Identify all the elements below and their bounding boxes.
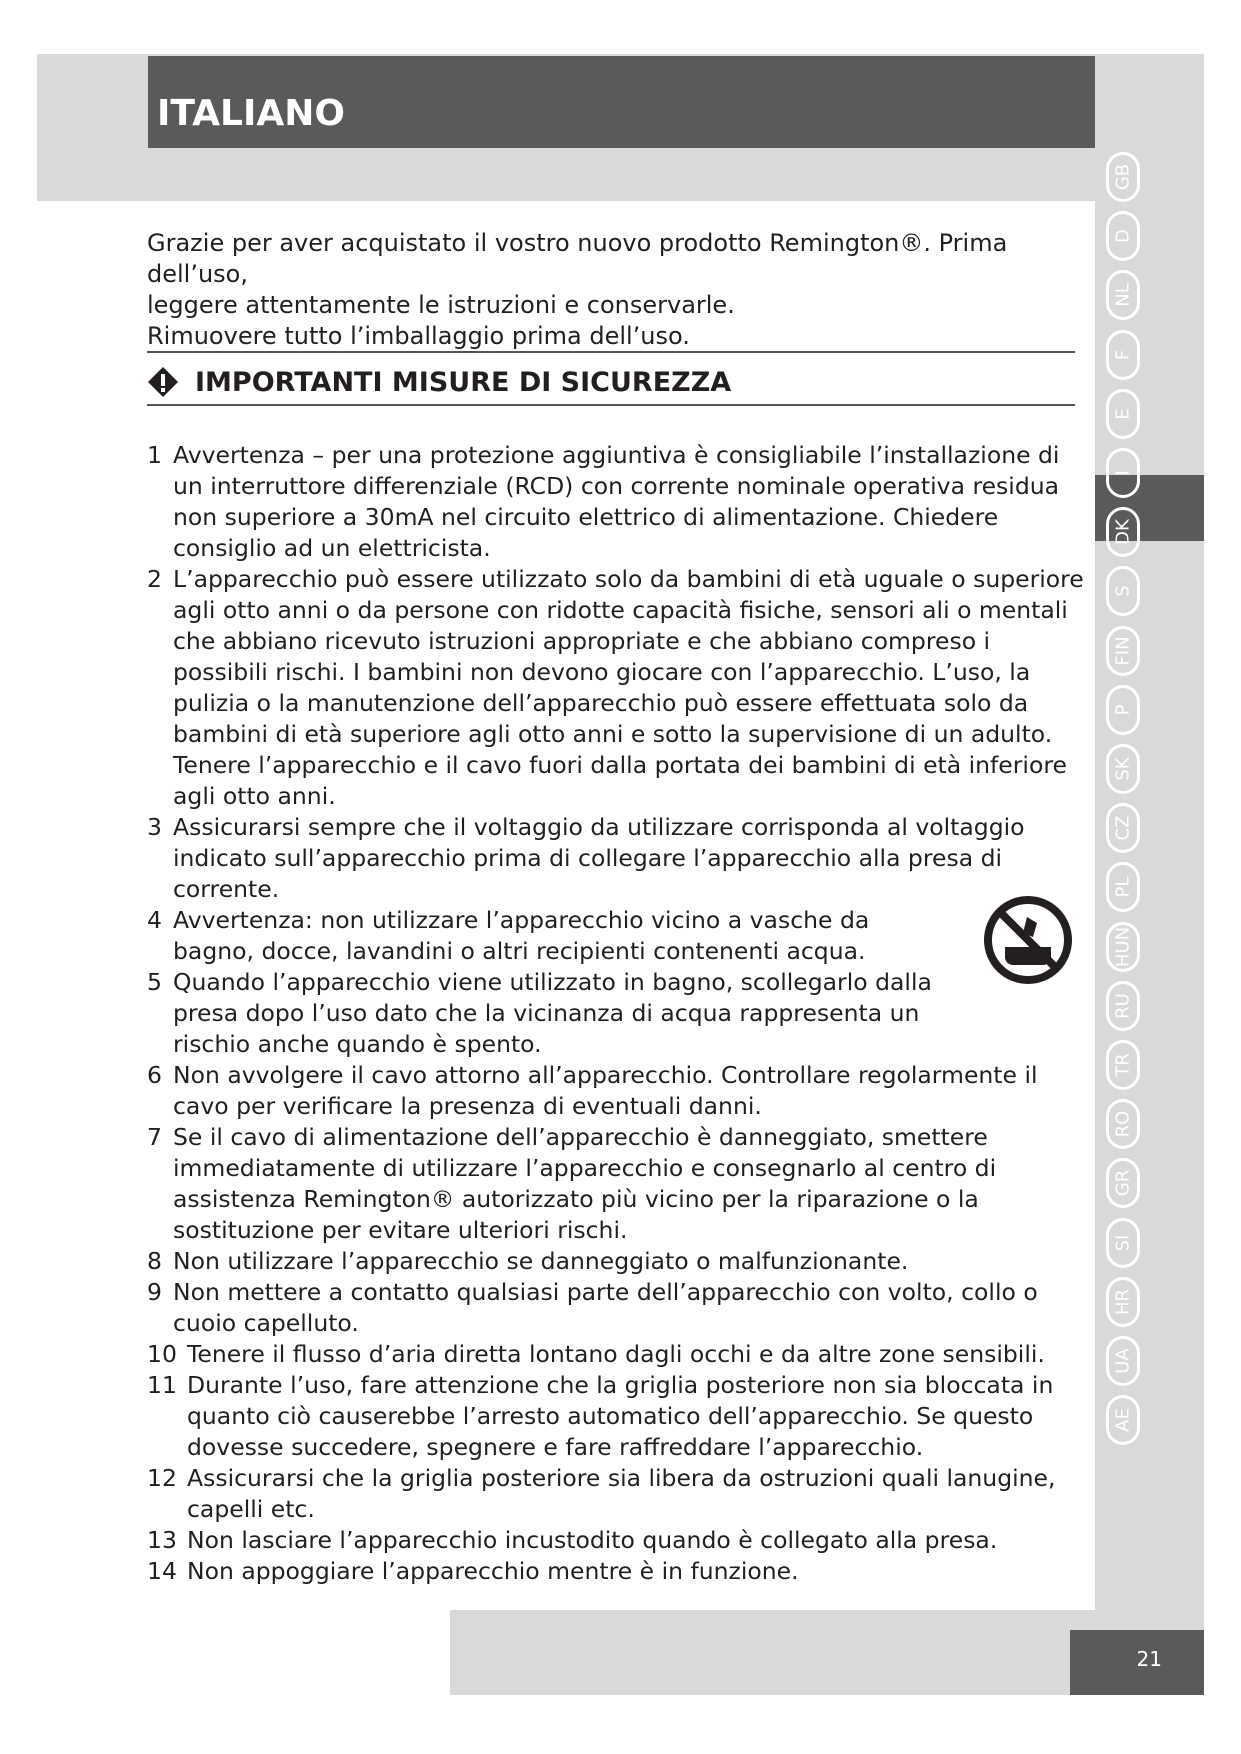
title-bar <box>148 56 1095 148</box>
item-text: Quando l’apparecchio viene utilizzato in bagno, scollegarlo dalla presa dopo l’uso dato che la vicinanza di acqua rappresenta un rischio anche quando è spento. <box>173 968 932 1058</box>
item-number: 8 <box>147 1247 162 1275</box>
section-title: IMPORTANTI MISURE DI SICUREZZA <box>195 366 732 398</box>
warning-icon <box>147 366 179 398</box>
language-tab-ua[interactable] <box>1106 1336 1140 1386</box>
language-tab-sk[interactable] <box>1106 744 1140 794</box>
language-tab-s[interactable] <box>1106 566 1140 616</box>
language-tab-ru[interactable] <box>1106 981 1140 1031</box>
divider-bottom <box>147 404 1075 406</box>
language-tab-label: HR <box>1112 1288 1134 1315</box>
language-tab-ro[interactable] <box>1106 1099 1140 1149</box>
language-tab-label: RO <box>1112 1110 1134 1138</box>
language-tab-label: GR <box>1112 1170 1134 1197</box>
item-number: 10 <box>147 1340 177 1368</box>
list-item <box>147 1060 1087 1122</box>
language-tab-ae[interactable] <box>1106 1395 1140 1445</box>
language-tab-label: E <box>1112 408 1134 420</box>
language-tab-i[interactable] <box>1106 448 1140 498</box>
item-text: Tenere il flusso d’aria diretta lontano dagli occhi e da altre zone sensibili. <box>187 1340 1045 1368</box>
language-tab-p[interactable] <box>1106 685 1140 735</box>
list-item <box>147 1370 1087 1463</box>
language-tab-pl[interactable] <box>1106 862 1140 912</box>
item-number: 4 <box>147 906 162 934</box>
list-item <box>147 1556 1087 1587</box>
language-tab-si[interactable] <box>1106 1218 1140 1268</box>
item-text: Non utilizzare l’apparecchio se danneggiato o malfunzionante. <box>173 1247 909 1275</box>
language-tab-label: SK <box>1112 757 1134 781</box>
page-title: ITALIANO <box>157 93 345 134</box>
list-item <box>147 564 1087 812</box>
item-number: 9 <box>147 1278 162 1306</box>
language-tab-label: RU <box>1112 992 1134 1019</box>
list-item <box>147 1277 1087 1339</box>
list-item <box>147 812 1087 905</box>
item-text: Avvertenza – per una protezione aggiuntiva è consigliabile l’installazione di un interruttore differenziale (RCD) con corrente nominale operativa residua non superiore a 30mA nel circuito elettrico di alimentazione. Chiedere consiglio ad un elettricista. <box>173 441 1060 562</box>
language-tab-hun[interactable] <box>1106 922 1140 972</box>
language-tab-hr[interactable] <box>1106 1277 1140 1327</box>
page-number: 21 <box>1136 1647 1162 1671</box>
intro-text <box>147 228 1077 352</box>
item-number: 13 <box>147 1526 177 1554</box>
item-number: 14 <box>147 1557 177 1585</box>
item-text: Avvertenza: non utilizzare l’apparecchio vicino a vasche da bagno, docce, lavandini o altri recipienti contenenti acqua. <box>173 906 870 965</box>
item-text: Assicurarsi sempre che il voltaggio da utilizzare corrisponda al voltaggio indicato sull’apparecchio prima di collegare l’apparecchio alla presa di corrente. <box>173 813 1025 903</box>
list-item <box>147 967 1087 1060</box>
intro-line: leggere attentamente le istruzioni e conservarle. <box>147 291 735 319</box>
list-item <box>147 1463 1087 1525</box>
item-number: 12 <box>147 1464 177 1492</box>
item-number: 7 <box>147 1123 162 1151</box>
item-number: 2 <box>147 565 162 593</box>
language-tab-d[interactable] <box>1106 211 1140 261</box>
item-text: Durante l’uso, fare attenzione che la griglia posteriore non sia bloccata in quanto ciò causerebbe l’arresto automatico dell’apparecchio. Se questo dovesse succedere, spegnere e fare raffreddare l’apparecchio. <box>187 1371 1054 1461</box>
item-number: 6 <box>147 1061 162 1089</box>
language-tab-tr[interactable] <box>1106 1040 1140 1090</box>
language-tab-label: PL <box>1112 876 1134 898</box>
language-tab-label: P <box>1112 704 1134 716</box>
language-tab-label: D <box>1112 229 1134 244</box>
item-number: 11 <box>147 1371 177 1399</box>
language-tab-label: I <box>1112 470 1134 476</box>
page-number-box <box>1070 1630 1204 1695</box>
list-item <box>147 1525 1087 1556</box>
intro-line: Grazie per aver acquistato il vostro nuovo prodotto Remington®. Prima dell’uso, <box>147 229 1008 288</box>
item-text: Assicurarsi che la griglia posteriore sia libera da ostruzioni quali lanugine, capelli etc. <box>187 1464 1056 1523</box>
section-heading <box>147 362 731 402</box>
language-tab-label: GB <box>1112 163 1134 191</box>
language-tab-label: F <box>1112 349 1134 360</box>
item-text: Se il cavo di alimentazione dell’apparecchio è danneggiato, smettere immediatamente di utilizzare l’apparecchio e consegnarlo al centro di assistenza Remington® autorizzato più vicino per la riparazione o la sostituzione per evitare ulteriori rischi. <box>173 1123 997 1244</box>
language-tab-label: NL <box>1112 283 1134 308</box>
language-tab-label: FIN <box>1112 636 1134 666</box>
divider-top <box>147 351 1075 353</box>
language-tab-e[interactable] <box>1106 389 1140 439</box>
item-text: Non avvolgere il cavo attorno all’apparecchio. Controllare regolarmente il cavo per verificare la presenza di eventuali danni. <box>173 1061 1038 1120</box>
intro-line: Rimuovere tutto l’imballaggio prima dell’uso. <box>147 322 690 350</box>
item-text: L’apparecchio può essere utilizzato solo da bambini di età uguale o superiore agli otto anni o da persone con ridotte capacità fisiche, sensori ali o mentali che abbiano ricevuto istruzioni appropriate e che abbiano compreso i possibili rischi. I bambini non devono giocare con l’apparecchio. L’uso, la pulizia o la manutenzione dell’apparecchio può essere effettuata solo da bambini di età superiore agli otto anni e sotto la supervisione di un adulto. Tenere l’apparecchio e il cavo fuori dalla portata dei bambini di età inferiore agli otto anni. <box>173 565 1084 810</box>
language-tab-label: UA <box>1112 1348 1134 1374</box>
list-item <box>147 440 1087 564</box>
item-text: Non lasciare l’apparecchio incustodito quando è collegato alla presa. <box>187 1526 998 1554</box>
language-tab-gr[interactable] <box>1106 1158 1140 1208</box>
language-tab-gb[interactable] <box>1106 152 1140 202</box>
language-tab-label: SI <box>1112 1234 1134 1251</box>
language-tab-label: DK <box>1112 519 1134 546</box>
language-tab-fin[interactable] <box>1106 626 1140 676</box>
language-tab-label: TR <box>1112 1053 1134 1077</box>
list-item <box>147 1122 1087 1246</box>
item-text: Non appoggiare l’apparecchio mentre è in funzione. <box>187 1557 799 1585</box>
item-number: 5 <box>147 968 162 996</box>
language-tab-label: CZ <box>1112 815 1134 841</box>
list-item <box>147 1339 1087 1370</box>
language-tab-label: S <box>1112 585 1134 598</box>
list-item <box>147 1246 1087 1277</box>
item-text: Non mettere a contatto qualsiasi parte dell’apparecchio con volto, collo o cuoio capelluto. <box>173 1278 1038 1337</box>
language-tab-f[interactable] <box>1106 330 1140 380</box>
list-item <box>147 905 1087 967</box>
language-tab-label: AE <box>1112 1408 1134 1433</box>
item-number: 3 <box>147 813 162 841</box>
item-number: 1 <box>147 441 162 469</box>
no-water-warning-icon <box>983 895 1073 985</box>
language-tab-dk[interactable] <box>1106 507 1140 557</box>
language-tab-label: HUN <box>1112 926 1134 967</box>
language-tab-cz[interactable] <box>1106 803 1140 853</box>
language-tab-nl[interactable] <box>1106 270 1140 320</box>
safety-list <box>147 440 1087 1587</box>
